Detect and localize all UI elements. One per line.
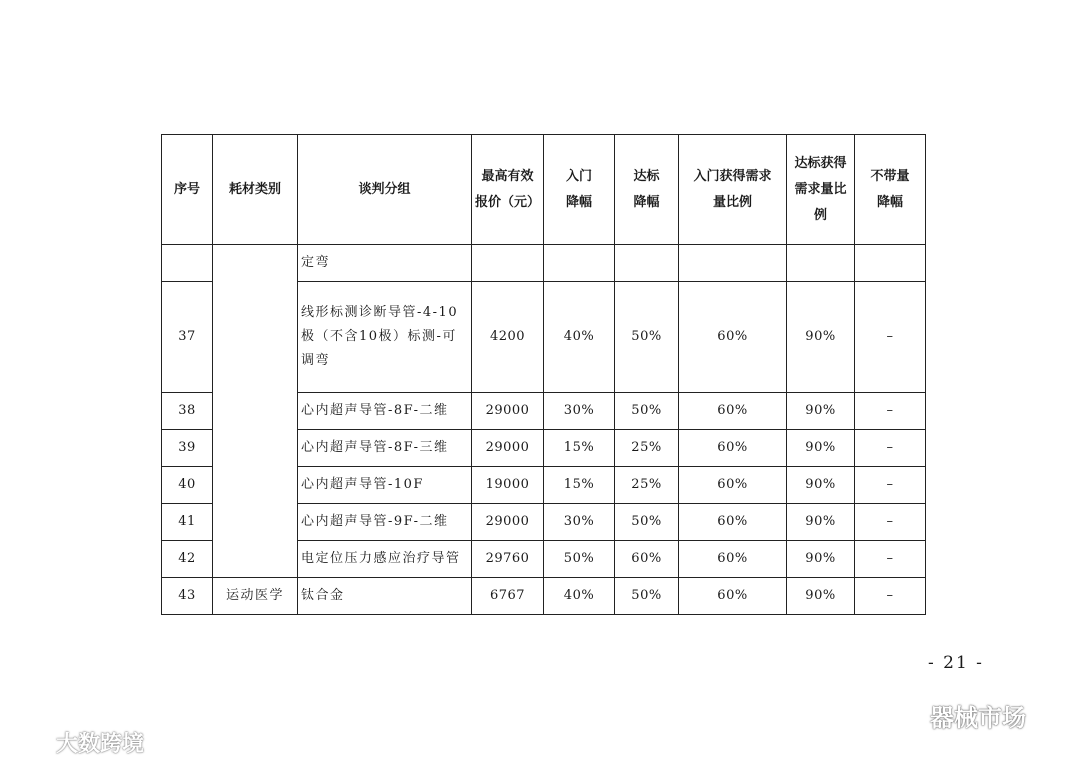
- cell-entry-cut: 40%: [544, 282, 615, 393]
- cell-standard-cut: 25%: [615, 467, 679, 504]
- cell-seq: 43: [162, 578, 213, 615]
- cell-standard-ratio: 90%: [787, 578, 855, 615]
- page-number: - 21 -: [928, 653, 984, 673]
- cell-group: 定弯: [298, 245, 472, 282]
- header-max-price: 最高有效 报价（元）: [472, 135, 544, 245]
- cloud-logo-icon: [8, 729, 52, 757]
- cell-category: 运动医学: [213, 578, 298, 615]
- table-header-row: [162, 135, 926, 245]
- cell-group: 线形标测诊断导管-4-10 极（不含10极）标测-可 调弯: [298, 282, 472, 393]
- cell-entry-ratio: 60%: [679, 504, 787, 541]
- header-seq: 序号: [162, 135, 213, 245]
- cell-entry-ratio: 60%: [679, 467, 787, 504]
- header-standard-cut: 达标 降幅: [615, 135, 679, 245]
- cell-entry-cut: 50%: [544, 541, 615, 578]
- cell-standard-ratio: 90%: [787, 430, 855, 467]
- cell-max-price: 4200: [472, 282, 544, 393]
- cell-no-volume-cut: –: [855, 393, 926, 430]
- cell-standard-cut: 25%: [615, 430, 679, 467]
- cell-seq: 39: [162, 430, 213, 467]
- cell-entry-cut: 15%: [544, 430, 615, 467]
- table-row-continuation: [162, 245, 926, 282]
- wechat-logo-icon: [880, 697, 924, 733]
- cell-standard-cut: 50%: [615, 504, 679, 541]
- cell-entry-ratio: 60%: [679, 393, 787, 430]
- cell-entry-cut: 30%: [544, 393, 615, 430]
- cell-max-price: 29000: [472, 393, 544, 430]
- cell-group: 钛合金: [298, 578, 472, 615]
- cell-no-volume-cut: –: [855, 282, 926, 393]
- cell-max-price: 19000: [472, 467, 544, 504]
- cell-standard-cut: 50%: [615, 282, 679, 393]
- cell-seq: 38: [162, 393, 213, 430]
- price-negotiation-table: [161, 134, 926, 615]
- cell-entry-ratio: 60%: [679, 541, 787, 578]
- header-entry-ratio: 入门获得需求 量比例: [679, 135, 787, 245]
- cell-group: 心内超声导管-9F-二维: [298, 504, 472, 541]
- cell-standard-ratio: 90%: [787, 504, 855, 541]
- cell-group: 心内超声导管-8F-三维: [298, 430, 472, 467]
- watermark-left-text: 大数跨境: [56, 732, 145, 757]
- header-category: 耗材类别: [213, 135, 298, 245]
- watermark-left: [8, 727, 144, 758]
- cell-standard-ratio: 90%: [787, 467, 855, 504]
- cell-standard-cut: 50%: [615, 578, 679, 615]
- cell-max-price: 29000: [472, 430, 544, 467]
- cell-max-price: 29000: [472, 504, 544, 541]
- cell-max-price: 29760: [472, 541, 544, 578]
- cell-entry-cut: 15%: [544, 467, 615, 504]
- cell-seq: 40: [162, 467, 213, 504]
- cell-entry-ratio: 60%: [679, 430, 787, 467]
- cell-seq: 37: [162, 282, 213, 393]
- cell-standard-ratio: [787, 245, 855, 282]
- watermark-right-text: 器械市场: [930, 703, 1026, 732]
- header-group: 谈判分组: [298, 135, 472, 245]
- cell-no-volume-cut: –: [855, 430, 926, 467]
- cell-seq: 42: [162, 541, 213, 578]
- cell-no-volume-cut: –: [855, 467, 926, 504]
- cell-group: 心内超声导管-8F-二维: [298, 393, 472, 430]
- cell-entry-cut: 30%: [544, 504, 615, 541]
- header-no-volume-cut: 不带量 降幅: [855, 135, 926, 245]
- cell-entry-ratio: [679, 245, 787, 282]
- cell-standard-cut: 60%: [615, 541, 679, 578]
- cell-no-volume-cut: –: [855, 504, 926, 541]
- cell-max-price: 6767: [472, 578, 544, 615]
- cell-no-volume-cut: –: [855, 578, 926, 615]
- cell-seq: 41: [162, 504, 213, 541]
- cell-standard-cut: [615, 245, 679, 282]
- cell-entry-cut: [544, 245, 615, 282]
- cell-standard-ratio: 90%: [787, 541, 855, 578]
- cell-group: 心内超声导管-10F: [298, 467, 472, 504]
- cell-max-price: [472, 245, 544, 282]
- cell-standard-cut: 50%: [615, 393, 679, 430]
- cell-entry-ratio: 60%: [679, 578, 787, 615]
- table-row: [162, 578, 926, 615]
- header-standard-ratio: 达标获得 需求量比 例: [787, 135, 855, 245]
- watermark-right: [880, 697, 1026, 733]
- cell-standard-ratio: 90%: [787, 282, 855, 393]
- cell-standard-ratio: 90%: [787, 393, 855, 430]
- cell-category-merged: [213, 245, 298, 578]
- cell-group: 电定位压力感应治疗导管: [298, 541, 472, 578]
- cell-entry-ratio: 60%: [679, 282, 787, 393]
- cell-entry-cut: 40%: [544, 578, 615, 615]
- cell-seq: [162, 245, 213, 282]
- cell-no-volume-cut: –: [855, 541, 926, 578]
- cell-no-volume-cut: [855, 245, 926, 282]
- header-entry-cut: 入门 降幅: [544, 135, 615, 245]
